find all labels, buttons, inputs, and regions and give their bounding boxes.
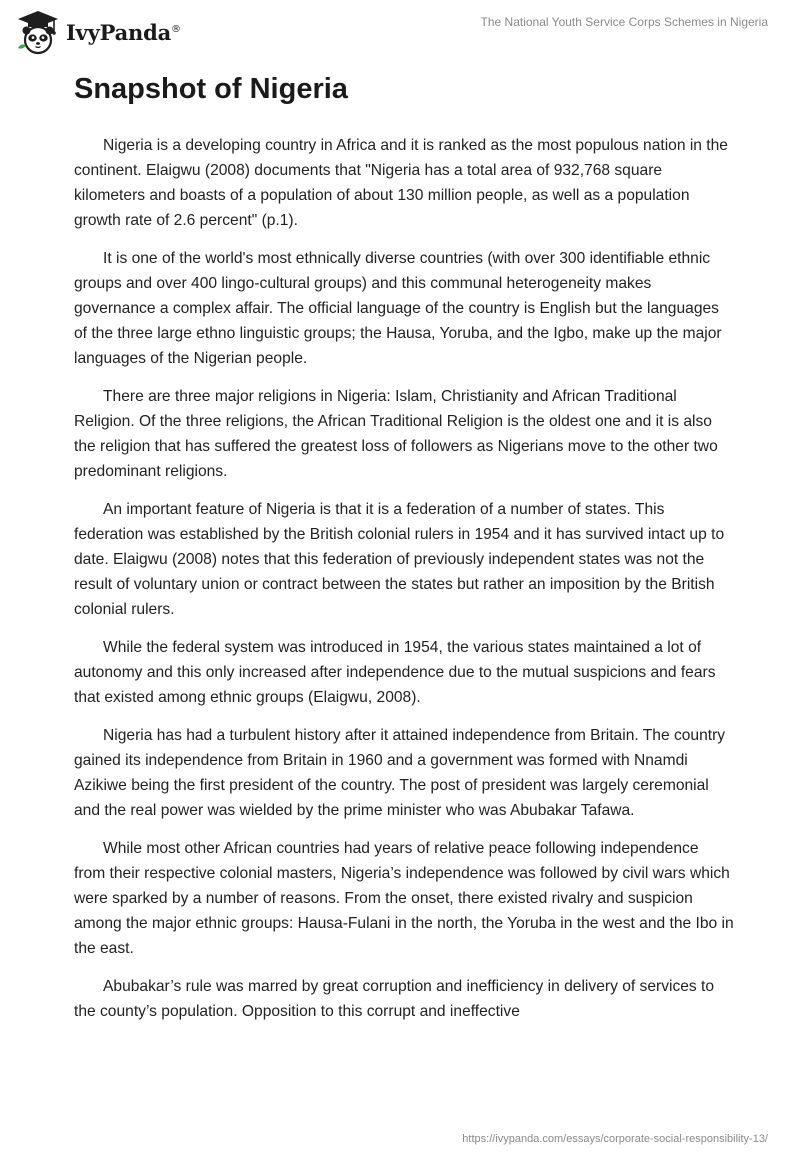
logo-text: IvyPanda® [66, 19, 181, 45]
paragraph-2: It is one of the world's most ethnically diverse countries (with over 300 identifiable ethnic groups and over 400 lingo-cultural groups) and this communal heterogeneity makes governance a complex affair. The official language of the country is English but the languages of the three large ethno linguistic groups; the Hausa, Yoruba, and the Igbo, make up the major languages of the Nigerian people. [74, 250, 722, 367]
paragraph-7: While most other African countries had years of relative peace following independence from their respective colonial masters, Nigeria’s independence was followed by civil wars which were sparked by a number of reasons. From the onset, there existed rivalry and suspicion among the major ethnic groups: Hausa-Fulani in the north, the Yoruba in the west and the Ibo in the east. [74, 840, 734, 957]
page-header [0, 0, 800, 60]
paragraph-4: An important feature of Nigeria is that it is a federation of a number of states. This federation was established by the British colonial rulers in 1954 and it has survived intact up to date. Elaigwu (2008) notes that this federation of previously independent states was not the result of voluntary union or contract between the states but rather an imposition by the British colonial rulers. [74, 501, 725, 618]
ivypanda-logo[interactable] [14, 8, 181, 56]
registered-mark: ® [171, 23, 181, 35]
document-title: The National Youth Service Corps Schemes in Nigeria [480, 15, 768, 29]
paragraph-8: Abubakar’s rule was marred by great corruption and inefficiency in delivery of services to the county’s population. Opposition to this corrupt and ineffective [74, 978, 715, 1020]
article-body [74, 133, 734, 1037]
source-url-link[interactable]: https://ivypanda.com/essays/corporate-social-responsibility-13/ [462, 1133, 768, 1145]
paragraph-1: Nigeria is a developing country in Africa and it is ranked as the most populous nation in the continent. Elaigwu (2008) documents that "Nigeria has a total area of 932,768 square kilometers and boasts of a population of about 130 million people, as well as a population growth rate of 2.6 percent" (p.1). [74, 137, 728, 229]
panda-graduate-icon [14, 8, 62, 56]
paragraph-5: While the federal system was introduced in 1954, the various states maintained a lot of autonomy and this only increased after independence due to the mutual suspicions and fears that existed among ethnic groups (Elaigwu, 2008). [74, 639, 716, 706]
page-title: Snapshot of Nigeria [74, 73, 348, 105]
paragraph-3: There are three major religions in Nigeria: Islam, Christianity and African Traditional Religion. Of the three religions, the African Traditional Religion is the oldest one and it is also the religion that has suffered the greatest loss of followers as Nigerians move to the other two predominant religions. [74, 388, 718, 480]
paragraph-6: Nigeria has had a turbulent history after it attained independence from Britain. The country gained its independence from Britain in 1960 and a government was formed with Nnamdi Azikiwe being the first president of the country. The post of president was largely ceremonial and the real power was wielded by the prime minister who was Abubakar Tafawa. [74, 727, 726, 819]
